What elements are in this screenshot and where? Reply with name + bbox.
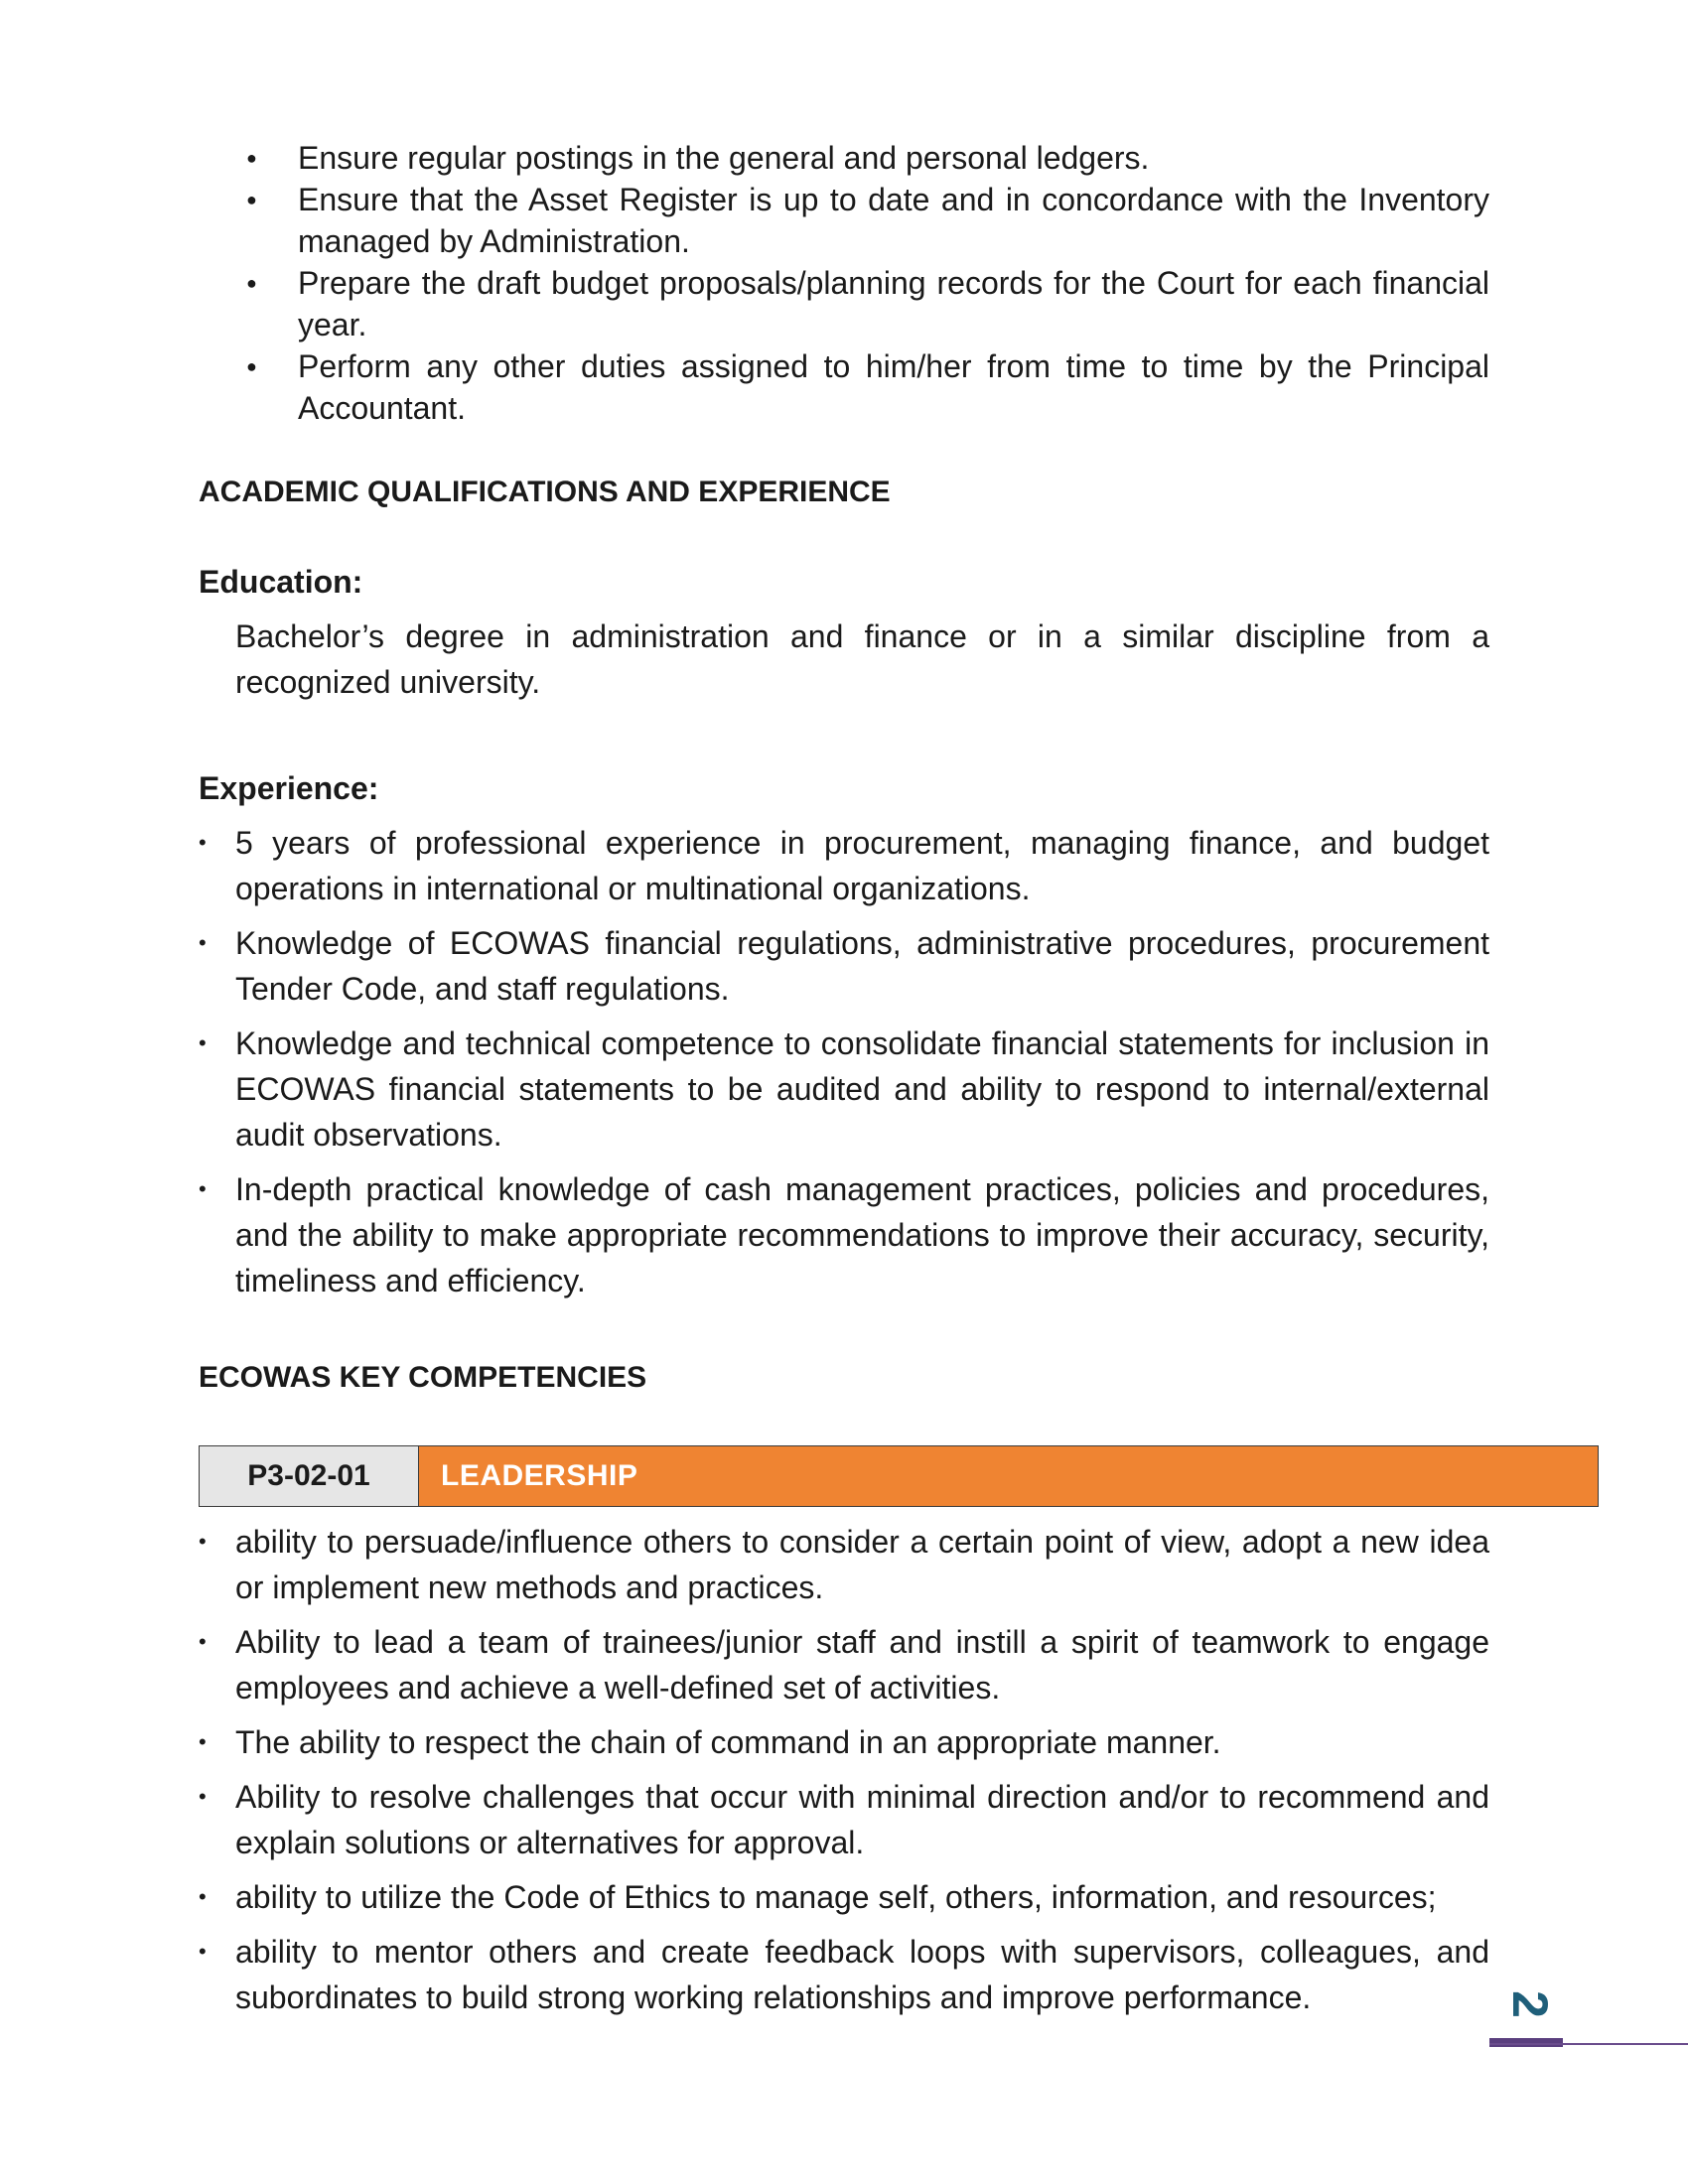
education-label: Education: bbox=[199, 564, 363, 600]
list-item: • Knowledge and technical competence to consolidate financial statements for inclusion in ECOWAS financial statements to be audited and ability to respond to internal/external audit observations. bbox=[199, 1021, 1489, 1158]
list-item: • Ability to resolve challenges that occur with minimal direction and/or to recommend and explain solutions or alternatives for approval. bbox=[199, 1774, 1489, 1865]
list-item: • ability to mentor others and create feedback loops with supervisors, colleagues, and subordinates to build strong working relationships and improve performance. bbox=[199, 1929, 1489, 2020]
experience-list bbox=[199, 820, 1489, 1312]
footer-divider bbox=[1489, 2043, 1688, 2045]
list-item: • In-depth practical knowledge of cash management practices, policies and procedures, and the ability to make appropriate recommendations to improve their accuracy, security, timeliness and efficiency. bbox=[199, 1166, 1489, 1303]
page-number: 2 bbox=[1502, 1990, 1558, 2018]
duties-list bbox=[189, 137, 1489, 429]
list-item: • Ability to lead a team of trainees/junior staff and instill a spirit of teamwork to engage employees and achieve a well-defined set of activities. bbox=[199, 1619, 1489, 1710]
competencies-heading: ECOWAS KEY COMPETENCIES bbox=[199, 1361, 647, 1394]
experience-label: Experience: bbox=[199, 770, 379, 806]
list-item: ● Ensure that the Asset Register is up to date and in concordance with the Inventory managed by Administration. bbox=[189, 179, 1489, 262]
list-item: ● Perform any other duties assigned to him/her from time to time by the Principal Accountant. bbox=[189, 345, 1489, 429]
education-text: Bachelor’s degree in administration and finance or in a similar discipline from a recognized university. bbox=[235, 618, 1489, 700]
list-item: • ability to persuade/influence others to consider a certain point of view, adopt a new idea or implement new methods and practices. bbox=[199, 1519, 1489, 1610]
list-item: ● Ensure regular postings in the general and personal ledgers. bbox=[189, 137, 1489, 179]
list-item: • 5 years of professional experience in procurement, managing finance, and budget operations in international or multinational organizations. bbox=[199, 820, 1489, 911]
list-item: • Knowledge of ECOWAS financial regulations, administrative procedures, procurement Tender Code, and staff regulations. bbox=[199, 920, 1489, 1012]
list-item: • The ability to respect the chain of command in an appropriate manner. bbox=[199, 1719, 1489, 1765]
competency-header bbox=[199, 1445, 1599, 1507]
competency-title: LEADERSHIP bbox=[419, 1446, 1598, 1506]
competency-list bbox=[199, 1519, 1489, 2029]
qualifications-heading: ACADEMIC QUALIFICATIONS AND EXPERIENCE bbox=[199, 476, 891, 508]
list-item: ● Prepare the draft budget proposals/planning records for the Court for each financial year. bbox=[189, 262, 1489, 345]
competency-code: P3-02-01 bbox=[200, 1446, 419, 1506]
list-item: • ability to utilize the Code of Ethics to manage self, others, information, and resources; bbox=[199, 1874, 1489, 1920]
